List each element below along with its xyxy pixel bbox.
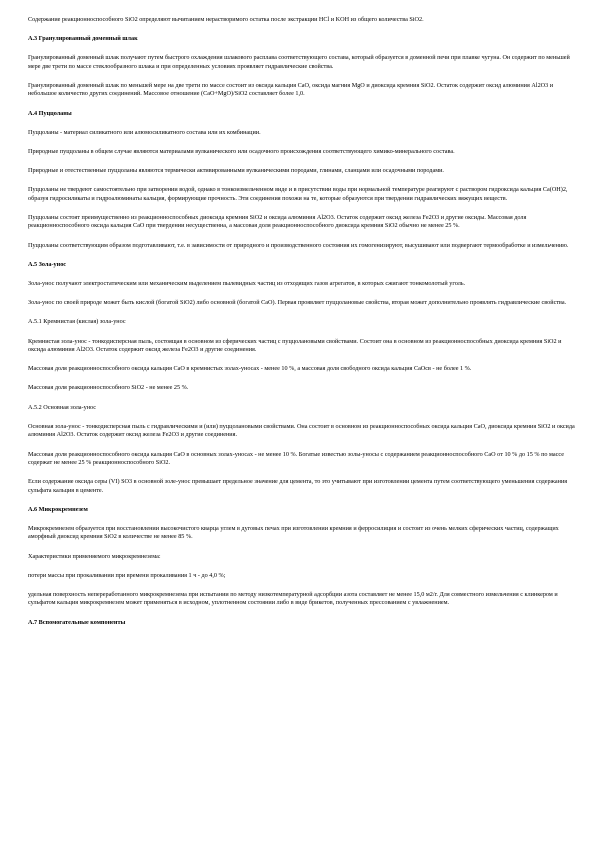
paragraph: потери массы при прокаливании при времени прокаливания 1 ч - до 4,0 %; xyxy=(28,571,226,579)
paragraph: Пуццоланы состоят преимущественно из реакционноспособных диоксида кремния SiO2 и оксида алюминия Al2O3. Остаток содержит оксид железа Fe2O3 и другие оксиды. Массовая доля реакционноспособного оксида кальция CaO при твердении несущественна, а массовая доля реакционноспособного диоксида кремния SiO2 обычно не менее 25 %. xyxy=(28,214,527,230)
paragraph: Природные пуццоланы в общем случае являются материалами вулканического или осадочного происхождения соответствующего химико-минерального состава. xyxy=(28,148,455,156)
section-heading: А.5 Зола-унос xyxy=(28,260,67,268)
paragraph: Гранулированный доменный шлак получают путем быстрого охлаждения шлакового расплава соответствующего состава, который образуется в доменной печи при плавке чугуна. Он содержит по меньшей мере две трети по массе стеклообразного шлака и при определенных условиях проявляет гидравлические свойства. xyxy=(28,54,570,70)
paragraph: Массовая доля реакционноспособного оксида кальция CaO в кремнистых золах-уносах - менее 10 %, а массовая доля свободного оксида кальция CaOсв - не более 1 %. xyxy=(28,365,472,373)
paragraph: Зола-унос по своей природе может быть кислой (богатой SiO2) либо основной (богатой CaO). Первая проявляет пуццолановые свойства, вторая может дополнительно проявлять гидравлические свойства. xyxy=(28,299,567,307)
paragraph: Пуццоланы соответствующим образом подготавливают, т.е. в зависимости от природного и производственного состояния их гомогенизируют, высушивают или подвергают термообработке и измельчению. xyxy=(28,241,569,249)
paragraph: Пуццоланы не твердеют самостоятельно при затворении водой, однако в тонкоизмельченном виде и в присутствии воды при нормальной температуре реагируют с раствором гидроксида кальция Ca(OH)2, образуя гидросиликаты и гидроалюминаты кальция, формирующие прочность. Эти соединения похожи на те, которые образуются при твердении гидравлических вяжущих веществ. xyxy=(28,186,568,202)
paragraph: Гранулированный доменный шлак по меньшей мере на две трети по массе состоит из оксида кальция CaO, оксида магния MgO и диоксида кремния SiO2. Остаток содержит оксид алюминия Al2O3 и небольшое количество других соединений. Массовое отношение (CaO+MgO)/SiO2 составляет более 1,0. xyxy=(28,82,554,98)
paragraph: Кремнистая зола-унос - тонкодисперсная пыль, состоящая в основном из сферических частиц с пуццолановыми свойствами. Состоит она в основном из реакционноспособных диоксида кремния SiO2 и оксида алюминия Al2O3. Остаток содержит оксид железа Fe2O3 и другие соединения. xyxy=(28,337,562,354)
paragraph: Массовая доля реакционноспособного оксида кальция CaO в основных золах-уносах - не менее 10 %. Богатые известью золы-уносы с содержанием реакционноспособного CaO от 10 % до 15 % по массе содержат не менее 25 % реакционноспособного SiO2. xyxy=(28,450,564,466)
section-heading: А.6 Микрокремнезем xyxy=(28,505,88,513)
paragraph: Пуццоланы - материал силикатного или алюмосиликатного состава или их комбинации. xyxy=(28,128,261,136)
paragraph: А.5.2 Основная зола-унос xyxy=(28,403,97,411)
paragraph: Если содержание оксида серы (VI) SO3 в основной золе-унос превышает предельное значение для цемента, то это учитывают при изготовлении цемента путем соответствующего уменьшения содержания сульфата кальция в цементе. xyxy=(28,478,568,494)
paragraph: А.5.1 Кремнистая (кислая) зола-унос xyxy=(28,318,126,326)
section-heading: А.3 Гранулированный доменный шлак xyxy=(28,35,138,43)
paragraph: Основная зола-унос - тонкодисперсная пыль с гидравлическими и (или) пуццолановыми свойствами. Она состоит в основном из реакционноспособных оксида кальция CaO, диоксида кремния SiO2 и оксида алюминия Al2O3. Остаток содержит оксид железа Fe2O3 и другие соединения. xyxy=(28,422,575,439)
section-heading: А.7 Вспомогательные компоненты xyxy=(28,618,126,626)
paragraph: Содержание реакционноспособного SiO2 определяют вычитанием нерастворимого остатка после экстракции HCl и KOH из общего количества SiO2. xyxy=(28,16,424,23)
paragraph: удельная поверхность непереработанного микрокремнезема при испытании по методу низкотемпературной адсорбции азота составляет не менее 15,0 м2/г. Для совместного измельчения с клинкером и сульфатом кальция микрокремнезем может применяться в исходном, уплотненном состоянии либо в виде брикетов, полученных прессованием с увлажнением. xyxy=(28,590,558,607)
paragraph: Природные и отестественные пуццоланы являются термически активированными вулканическими породами, глинами, сланцами или осадочными породами. xyxy=(28,167,444,175)
paragraph: Зола-унос получают электростатическим или механическим выделением пылевидных частиц из отходящих газов агрегатов, в которых сжигают тонкомолотый уголь. xyxy=(28,280,466,288)
section-heading: А.4 Пуццоланы xyxy=(28,109,72,117)
paragraph: Массовая доля реакционноспособного SiO2 - не менее 25 %. xyxy=(28,384,189,392)
paragraph: Характеристики применяемого микрокремнезема: xyxy=(28,552,161,560)
paragraph: Микрокремнезем образуется при восстановлении высокочистого кварца углем в дуговых печах при изготовлении кремния и ферросилиция и состоит из очень мелких сферических частиц, содержащих аморфный диоксид кремния SiO2 в количестве не менее 85 %. xyxy=(28,524,559,541)
document-page xyxy=(28,16,576,638)
